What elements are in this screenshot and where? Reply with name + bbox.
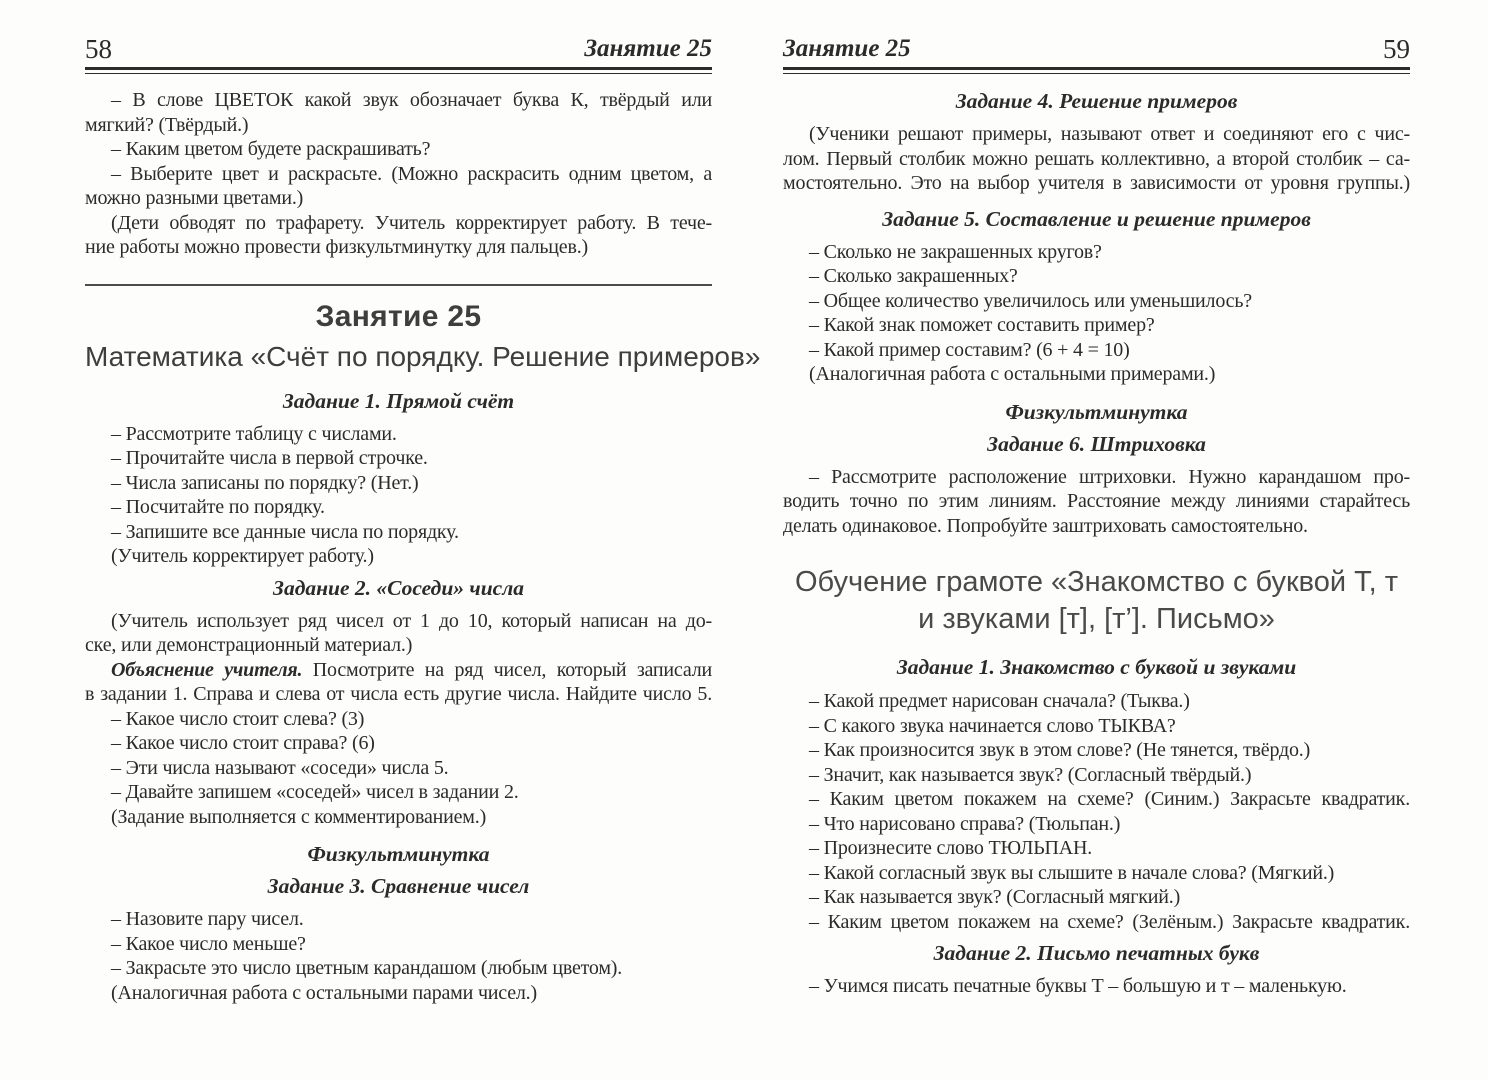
text-line <box>85 658 712 683</box>
text-line: мостоятельно. Это на выбор учителя в зависимости от уровня группы.) <box>783 172 1410 194</box>
running-title: Занятие 25 <box>584 35 712 62</box>
task-heading: Задание 3. Сравнение чисел <box>267 874 530 898</box>
task-heading: Задание 2. «Соседи» числа <box>273 575 524 600</box>
text-line: – Числа записаны по порядку? (Нет.) <box>111 471 419 494</box>
text-line: – Значит, как называется звук? (Согласный твёрдый.) <box>809 763 1252 786</box>
text-line: – Какое число меньше? <box>111 932 306 955</box>
fizkultminutka-heading: Физкультминутка <box>307 842 490 866</box>
text-line: можно разными цветами.) <box>85 187 304 209</box>
text-line: – Что нарисовано справа? (Тюльпан.) <box>809 812 1121 835</box>
text-line: – Рассмотрите таблицу с числами. <box>111 422 397 445</box>
header-rule <box>85 67 712 74</box>
lesson-subtitle: Математика «Счёт по порядку. Решение примеров» <box>85 340 761 372</box>
page-number: 58 <box>85 34 112 64</box>
text-line: – Закрасьте это число цветным карандашом (любым цветом). <box>111 957 623 979</box>
explanation-rest: Посмотрите на ряд чисел, который записали <box>302 658 712 681</box>
running-title: Занятие 25 <box>783 35 911 62</box>
page-right-header <box>783 30 1410 64</box>
text-line: – В слове ЦВЕТОК какой звук обозначает буква К, твёрдый или <box>111 89 712 111</box>
explanation-lead: Объяснение учителя. <box>111 658 303 681</box>
text-line: – Какой знак поможет составить пример? <box>809 314 1155 336</box>
page-left-header <box>85 30 712 64</box>
text-line: водить точно по этим линиям. Расстояние между линиями старайтесь <box>783 490 1410 512</box>
text-line: (Аналогичная работа с остальными примерами.) <box>809 363 1216 385</box>
text-line: – Сколько не закрашенных кругов? <box>809 240 1102 263</box>
text-line: – Эти числа называют «соседи» числа 5. <box>111 756 449 779</box>
text-line: – Прочитайте числа в первой строчке. <box>111 447 428 469</box>
text-line: – Какой предмет нарисован сначала? (Тыква.) <box>809 690 1190 712</box>
page-right <box>783 30 1410 999</box>
text-line: – Рассмотрите расположение штриховки. Нужно карандашом про- <box>809 465 1410 488</box>
lesson-title: Занятие 25 <box>315 299 482 333</box>
text-line: (Задание выполняется с комментированием.) <box>111 805 487 828</box>
task-heading: Задание 5. Составление и решение примеров <box>882 206 1311 231</box>
text-line: – Как произносится звук в этом слове? (Не тянется, твёрдо.) <box>809 739 1311 761</box>
header-rule <box>783 67 1410 74</box>
task-heading: Задание 2. Письмо печатных букв <box>933 941 1260 965</box>
text-line: – Учимся писать печатные буквы Т – большую и т – маленькую. <box>809 975 1347 997</box>
page-right-body <box>783 88 1410 999</box>
text-line: в задании 1. Справа и слева от числа есть другие числа. Найдите число 5. <box>85 683 712 705</box>
text-line: – Как называется звук? (Согласный мягкий.) <box>809 886 1181 908</box>
text-line: – Сколько закрашенных? <box>809 265 1018 287</box>
course-title-line: и звуками [т], [т’]. Письмо» <box>918 603 1275 635</box>
page-left-body <box>85 88 761 1005</box>
text-line: – Каким цветом будете раскрашивать? <box>111 138 431 160</box>
page-number: 59 <box>1383 34 1410 64</box>
task-heading: Задание 1. Знакомство с буквой и звуками <box>896 655 1297 679</box>
text-line: мягкий? (Твёрдый.) <box>85 113 249 136</box>
section-divider <box>85 284 712 286</box>
text-line: – Назовите пару чисел. <box>111 908 304 930</box>
task-heading: Задание 4. Решение примеров <box>955 89 1238 113</box>
text-line: – Давайте запишем «соседей» чисел в задании 2. <box>111 781 519 803</box>
text-line: (Учитель корректирует работу.) <box>111 545 374 567</box>
text-line: лом. Первый столбик можно решать коллективно, а второй столбик – са- <box>783 147 1410 170</box>
text-line: – Какое число стоит справа? (6) <box>111 732 375 754</box>
text-line: – С какого звука начинается слово ТЫКВА? <box>809 714 1176 737</box>
text-line: ске, или демонстрационный материал.) <box>85 634 413 656</box>
text-line: ние работы можно провести физкультминутку для пальцев.) <box>85 236 588 258</box>
text-line: – Каким цветом покажем на схеме? (Синим.) Закрасьте квадратик. <box>809 788 1410 810</box>
text-line: – Выберите цвет и раскрасьте. (Можно раскрасить одним цветом, а <box>111 162 712 185</box>
page-left <box>85 30 761 1005</box>
text-line: – Запишите все данные числа по порядку. <box>111 520 459 543</box>
text-line: (Дети обводят по трафарету. Учитель корректирует работу. В тече- <box>111 211 712 234</box>
text-line: – Посчитайте по порядку. <box>111 496 325 518</box>
text-line: (Ученики решают примеры, называют ответ и соединяют его с чис- <box>809 123 1410 145</box>
text-line: – Общее количество увеличилось или уменьшилось? <box>809 289 1252 312</box>
text-line: – Каким цветом покажем на схеме? (Зелёным.) Закрасьте квадратик. <box>809 910 1410 933</box>
text-line: (Учитель использует ряд чисел от 1 до 10, который написан на до- <box>111 609 712 632</box>
text-line: – Какой согласный звук вы слышите в начале слова? (Мягкий.) <box>809 861 1335 884</box>
course-title-line: Обучение грамоте «Знакомство с буквой Т, т <box>794 566 1399 598</box>
text-line: делать одинаковое. Попробуйте заштриховать самостоятельно. <box>783 514 1308 537</box>
text-line: – Какой пример составим? (6 + 4 = 10) <box>809 338 1130 361</box>
text-line: (Аналогичная работа с остальными парами чисел.) <box>111 981 537 1004</box>
fizkultminutka-heading: Физкультминутка <box>1005 399 1188 424</box>
course-title <box>783 564 1410 638</box>
text-line: – Произнесите слово ТЮЛЬПАН. <box>809 837 1093 859</box>
text-line: – Какое число стоит слева? (3) <box>111 707 365 730</box>
task-heading: Задание 6. Штриховка <box>987 431 1206 456</box>
task-heading: Задание 1. Прямой счёт <box>282 388 515 413</box>
